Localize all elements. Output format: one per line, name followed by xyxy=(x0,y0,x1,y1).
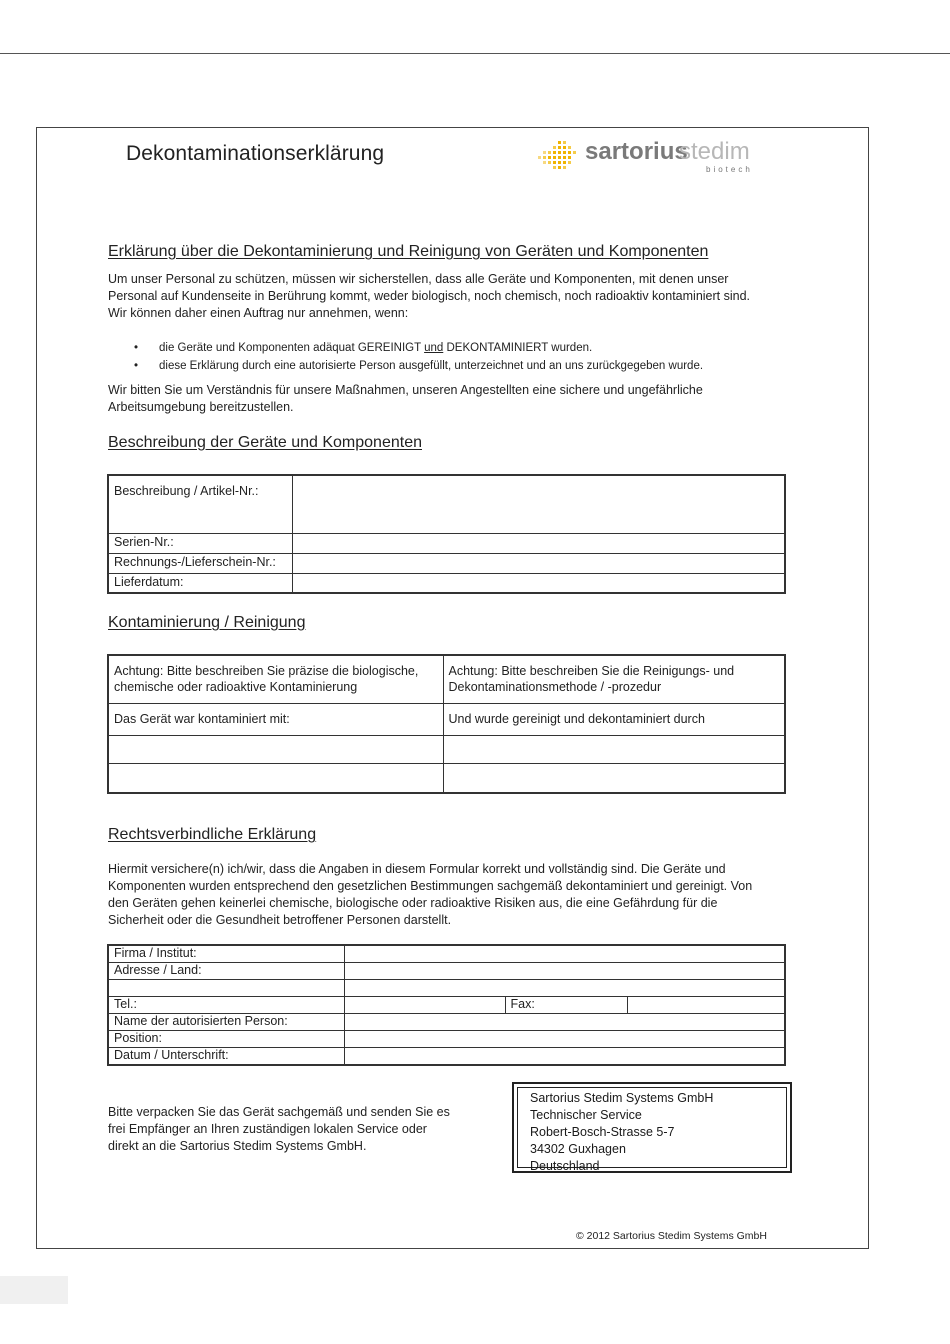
contamination-field[interactable] xyxy=(108,763,443,793)
contamination-table xyxy=(107,654,786,794)
date-signature-label: Datum / Unterschrift: xyxy=(108,1047,344,1065)
equipment-table xyxy=(107,474,786,594)
equipment-label: Serien-Nr.: xyxy=(108,533,292,553)
shipping-line: direkt an die Sartorius Stedim Systems GmbH. xyxy=(108,1139,367,1153)
signatory-table xyxy=(107,944,786,1066)
table-row xyxy=(108,533,785,553)
list-item xyxy=(134,339,703,357)
cleaning-instruction: Achtung: Bitte beschreiben Sie die Reinigungs- und Dekontaminationsmethode / -prozedur xyxy=(443,655,785,703)
logo-dot-grid-icon xyxy=(536,140,576,174)
fax-label: Fax: xyxy=(505,996,627,1013)
contamination-instruction: Achtung: Bitte beschreiben Sie präzise die biologische, chemische oder radioaktive Kontaminierung xyxy=(108,655,443,703)
invoice-number-field[interactable] xyxy=(292,553,785,573)
position-field[interactable] xyxy=(344,1030,785,1047)
delivery-date-field[interactable] xyxy=(292,573,785,593)
table-row xyxy=(108,996,785,1013)
page-top-rule xyxy=(0,53,950,54)
authorized-person-field[interactable] xyxy=(344,1013,785,1030)
logo-word-stedim: stedim xyxy=(679,138,750,165)
equipment-label: Lieferdatum: xyxy=(108,573,292,593)
closing-line: Wir bitten Sie um Verständnis für unsere Maßnahmen, unseren Angestellten eine sichere und ungefährliche xyxy=(108,383,703,397)
phone-field[interactable] xyxy=(344,996,505,1013)
sartorius-logo xyxy=(536,138,756,178)
legal-line: den Geräten gehen keinerlei chemische, biologische oder radioaktive Risiken aus, die eine Gefährdung für die xyxy=(108,896,718,910)
list-item xyxy=(134,357,703,375)
cleaning-method-field[interactable] xyxy=(443,763,785,793)
page-corner-tab xyxy=(0,1276,68,1304)
legal-paragraph xyxy=(108,861,752,929)
serial-number-field[interactable] xyxy=(292,533,785,553)
logo-word-sartorius: sartorius xyxy=(585,138,688,165)
table-row xyxy=(108,763,785,793)
list-item-text: die Geräte und Komponenten adäquat GEREINIGT und DEKONTAMINIERT wurden. xyxy=(159,342,593,354)
position-label: Position: xyxy=(108,1030,344,1047)
address-label: Adresse / Land: xyxy=(108,962,344,979)
copyright-notice: © 2012 Sartorius Stedim Systems GmbH xyxy=(576,1230,767,1242)
shipping-line: Bitte verpacken Sie das Gerät sachgemäß und senden Sie es xyxy=(108,1105,450,1119)
table-row xyxy=(108,703,785,735)
closing-paragraph xyxy=(108,382,703,416)
date-signature-field[interactable] xyxy=(344,1047,785,1065)
authorized-person-label: Name der autorisierten Person: xyxy=(108,1013,344,1030)
contamination-field[interactable] xyxy=(108,735,443,763)
return-address-box xyxy=(512,1082,792,1173)
document-title: Dekontaminationserklärung xyxy=(126,142,385,165)
cleaning-method-field[interactable] xyxy=(443,735,785,763)
address-field-continued[interactable] xyxy=(344,979,785,996)
table-row xyxy=(108,945,785,962)
company-label: Firma / Institut: xyxy=(108,945,344,962)
table-row xyxy=(108,962,785,979)
address-line: Technischer Service xyxy=(530,1108,642,1122)
address-field[interactable] xyxy=(344,962,785,979)
phone-label: Tel.: xyxy=(108,996,344,1013)
table-row xyxy=(108,475,785,533)
logo-subtitle: biotech xyxy=(706,165,753,174)
equipment-label: Rechnungs-/Lieferschein-Nr.: xyxy=(108,553,292,573)
section-heading-declaration: Erklärung über die Dekontaminierung und Reinigung von Geräten und Komponenten xyxy=(108,243,709,260)
bullet-icon: • xyxy=(134,360,139,372)
table-row xyxy=(108,1030,785,1047)
equipment-label: Beschreibung / Artikel-Nr.: xyxy=(108,475,292,533)
intro-line: Wir können daher einen Auftrag nur annehmen, wenn: xyxy=(108,306,409,320)
return-address xyxy=(517,1087,787,1173)
legal-line: Hiermit versichere(n) ich/wir, dass die Angaben in diesem Formular korrekt und vollständig sind. Die Geräte und xyxy=(108,862,726,876)
section-heading-equipment: Beschreibung der Geräte und Komponenten xyxy=(108,434,422,451)
legal-line: Komponenten wurden entsprechend den gesetzlichen Bestimmungen sachgemäß dekontaminiert und gereinigt. Von xyxy=(108,879,753,893)
section-heading-contamination: Kontaminierung / Reinigung xyxy=(108,614,306,631)
list-item-text: diese Erklärung durch eine autorisierte Person ausgefüllt, unterzeichnet und an uns zurückgegeben wurde. xyxy=(159,360,704,372)
section-heading-legal: Rechtsverbindliche Erklärung xyxy=(108,826,317,843)
company-field[interactable] xyxy=(344,945,785,962)
intro-line: Um unser Personal zu schützen, müssen wir sicherstellen, dass alle Geräte und Komponenten, mit denen unser xyxy=(108,272,729,286)
table-row xyxy=(108,1013,785,1030)
address-line: Sartorius Stedim Systems GmbH xyxy=(530,1091,714,1105)
table-row xyxy=(108,979,785,996)
table-row xyxy=(108,553,785,573)
table-row xyxy=(108,1047,785,1065)
intro-line: Personal auf Kundenseite in Berührung kommt, weder biologisch, noch chemisch, noch radioaktiv kontaminiert sind. xyxy=(108,289,751,303)
shipping-instructions xyxy=(108,1104,450,1155)
condition-list xyxy=(134,339,703,375)
shipping-line: frei Empfänger an Ihren zuständigen lokalen Service oder xyxy=(108,1122,427,1136)
table-row xyxy=(108,573,785,593)
address-line: Robert-Bosch-Strasse 5-7 xyxy=(530,1125,675,1139)
fax-field[interactable] xyxy=(627,996,785,1013)
address-label-continued xyxy=(108,979,344,996)
contaminated-with-label: Das Gerät war kontaminiert mit: xyxy=(108,703,443,735)
bullet-icon: • xyxy=(134,342,139,354)
closing-line: Arbeitsumgebung bereitzustellen. xyxy=(108,400,294,414)
intro-paragraph xyxy=(108,271,750,322)
table-row xyxy=(108,735,785,763)
legal-line: Sicherheit oder die Gesundheit betroffener Personen darstellt. xyxy=(108,913,452,927)
description-field[interactable] xyxy=(292,475,785,533)
address-line: 34302 Guxhagen xyxy=(530,1142,626,1156)
table-row xyxy=(108,655,785,703)
cleaned-by-label: Und wurde gereinigt und dekontaminiert durch xyxy=(443,703,785,735)
address-line: Deutschland xyxy=(530,1159,600,1173)
